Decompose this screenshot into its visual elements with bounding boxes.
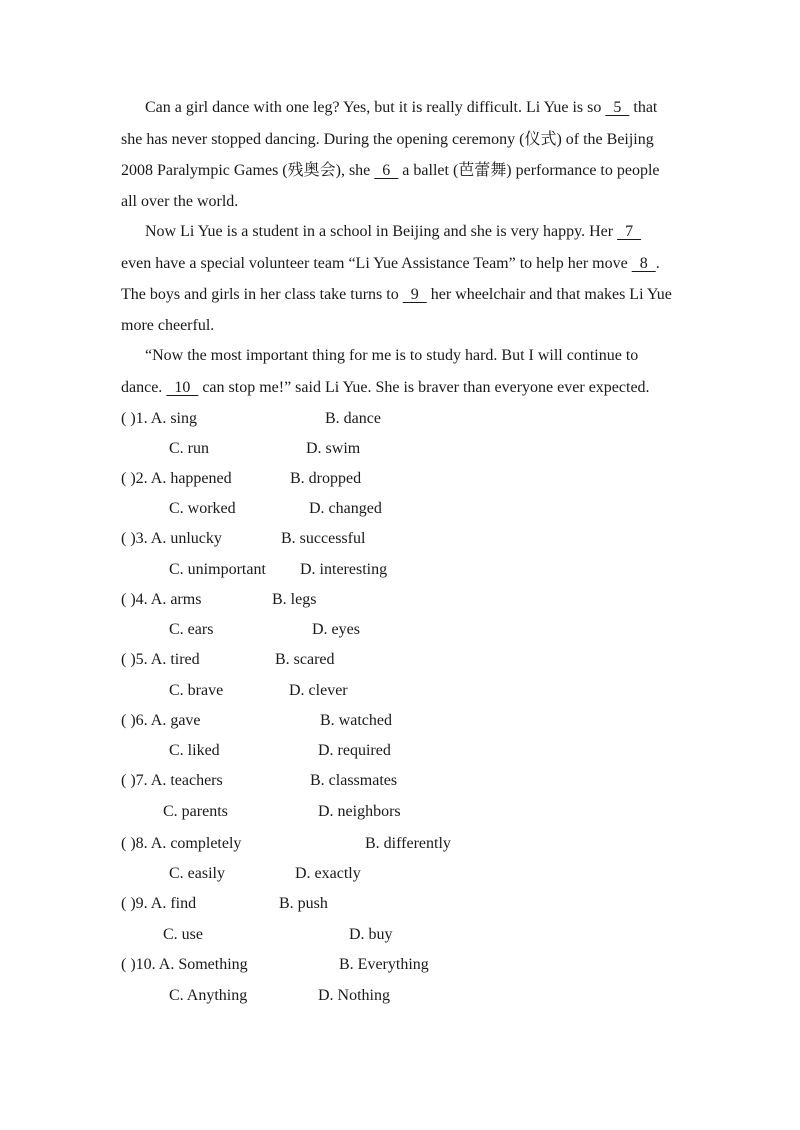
passage-text: more cheerful. [121,317,215,334]
passage-text: her wheelchair and that makes Li Yue [426,286,672,303]
question-number-option-a: ( )6. A. gave [121,712,201,729]
passage-text: . [655,255,660,272]
passage-line [121,161,660,181]
passage-text: a ballet (芭蕾舞) performance to people [398,162,660,179]
passage-line [145,222,641,242]
option-b: B. watched [320,712,392,729]
passage-line [121,378,650,398]
answer-blank-10: 10 [166,379,199,396]
passage-line [121,316,214,336]
passage-text: that [629,99,658,116]
option-b: B. legs [272,591,317,608]
option-d: D. interesting [300,561,388,578]
option-d: D. eyes [312,621,360,638]
answer-blank-9: 9 [402,286,427,303]
answer-blank-6: 6 [374,162,399,179]
passage-text: Now Li Yue is a student in a school in Beijing and she is very happy. Her [145,223,618,240]
question-number-option-a: ( )9. A. find [121,895,197,912]
answer-blank-8: 8 [631,255,656,272]
option-d: D. clever [289,682,348,699]
option-c: C. unimportant [169,561,266,578]
option-c: C. use [163,926,203,943]
passage-line [145,98,657,118]
option-c: C. liked [169,742,220,759]
option-c: C. brave [169,682,224,699]
passage-line [121,254,660,274]
passage-line [121,285,672,305]
passage-text: The boys and girls in her class take turns to [121,286,403,303]
passage-text: dance. [121,379,167,396]
option-d: D. exactly [295,865,361,882]
option-d: D. swim [306,440,361,457]
option-b: B. dropped [290,470,362,487]
passage-line [121,192,238,212]
option-c: C. easily [169,865,225,882]
passage-text: Can a girl dance with one leg? Yes, but it is really difficult. Li Yue is so [145,99,606,116]
passage-text: she has never stopped dancing. During the opening ceremony (仪式) of the Beijing [121,131,654,148]
option-d: D. required [318,742,391,759]
option-b: B. dance [325,410,381,427]
option-d: D. Nothing [318,987,390,1004]
option-b: B. push [279,895,328,912]
option-b: B. Everything [339,956,429,973]
question-number-option-a: ( )4. A. arms [121,591,202,608]
option-b: B. scared [275,651,335,668]
question-number-option-a: ( )10. A. Something [121,956,248,973]
question-number-option-a: ( )2. A. happened [121,470,232,487]
question-number-option-a: ( )1. A. sing [121,410,197,427]
passage-text: 2008 Paralympic Games (残奥会), she [121,162,375,179]
option-b: B. successful [281,530,366,547]
option-c: C. run [169,440,209,457]
passage-line [121,130,654,150]
passage-line [145,346,638,366]
option-c: C. Anything [169,987,248,1004]
option-b: B. differently [365,835,451,852]
passage-text: “Now the most important thing for me is to study hard. But I will continue to [145,347,639,364]
option-d: D. neighbors [318,803,401,820]
option-d: D. changed [309,500,382,517]
option-c: C. parents [163,803,228,820]
answer-blank-5: 5 [605,99,630,116]
question-number-option-a: ( )8. A. completely [121,835,242,852]
passage-text: even have a special volunteer team “Li Yue Assistance Team” to help her move [121,255,632,272]
question-number-option-a: ( )7. A. teachers [121,772,223,789]
option-b: B. classmates [310,772,398,789]
passage-text: can stop me!” said Li Yue. She is braver than everyone ever expected. [198,379,650,396]
option-c: C. worked [169,500,236,517]
question-number-option-a: ( )3. A. unlucky [121,530,222,547]
answer-blank-7: 7 [617,223,642,240]
question-number-option-a: ( )5. A. tired [121,651,200,668]
option-c: C. ears [169,621,214,638]
passage-text: all over the world. [121,193,239,210]
option-d: D. buy [349,926,393,943]
